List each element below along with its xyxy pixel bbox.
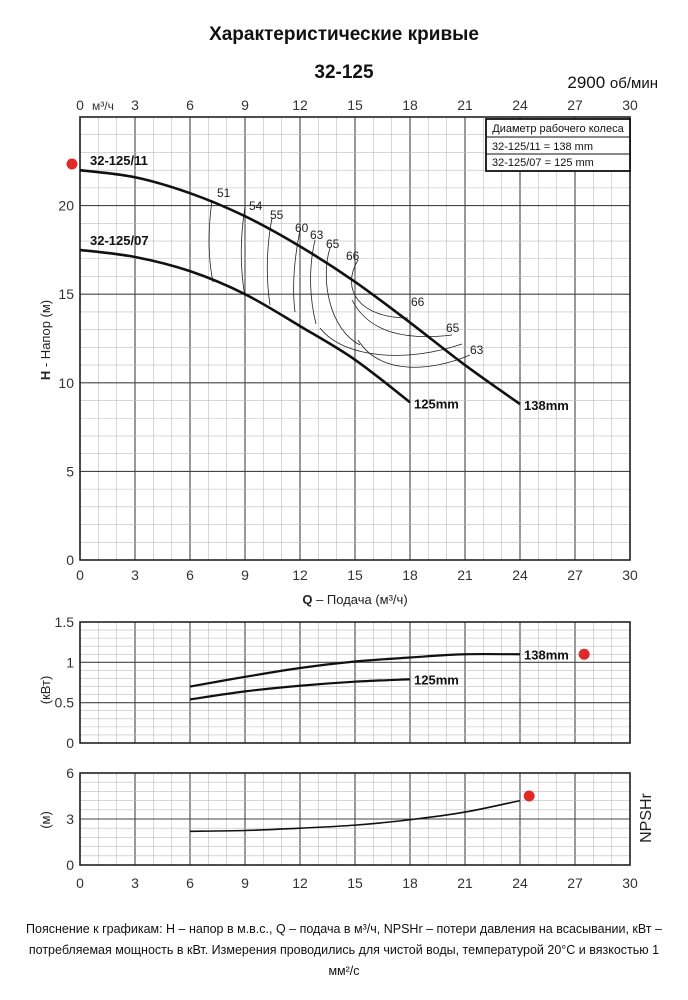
x-axis-title-text: – Подача (м³/ч) [312, 592, 408, 607]
efficiency-label: 63 [310, 228, 324, 242]
npsh-x-tick-label: 27 [567, 875, 583, 891]
npsh-x-tick-label: 24 [512, 875, 528, 891]
head-curve-name-label: 32-125/07 [90, 232, 149, 248]
top-x-tick-label: 24 [512, 97, 528, 113]
npsh-x-tick-label: 15 [347, 875, 363, 891]
npsh-x-tick-label: 30 [622, 875, 638, 891]
speed-value: 2900 [567, 73, 606, 92]
efficiency-contour [352, 300, 452, 337]
y-tick-label: 0.5 [54, 694, 74, 711]
power-y-axis-title: (кВт) [38, 675, 53, 705]
efficiency-label: 66 [346, 249, 360, 263]
y-tick-label: 1.5 [54, 614, 74, 630]
y-tick-label: 0 [66, 857, 74, 873]
x-axis-title [302, 592, 407, 607]
top-x-tick-label: 27 [567, 97, 583, 113]
npsh-x-tick-label: 3 [131, 875, 139, 891]
npsh-right-label: NPSHr [638, 793, 655, 843]
power-curve-label: 125mm [414, 672, 459, 688]
x-tick-label: 21 [457, 567, 473, 583]
efficiency-label: 63 [470, 343, 484, 357]
efficiency-contour [358, 340, 470, 367]
x-tick-label: 0 [76, 567, 84, 583]
y-tick-label: 15 [58, 286, 74, 303]
top-x-tick-label: 6 [186, 97, 194, 113]
x-tick-label: 18 [402, 567, 418, 583]
red-marker-npsh [524, 791, 535, 802]
x-tick-label: 6 [186, 567, 194, 583]
top-x-tick-label: 18 [402, 97, 418, 113]
top-x-tick-label: 12 [292, 97, 308, 113]
footnote: Пояснение к графикам: H – напор в м.в.с., Q – подача в м³/ч, NPSHr – потери давления на всасывании, кВт – потребляемая мощность в кВт. Измерения проводились для чистой воды, температурой 20°С и вязкостью 1 мм²/с [26, 922, 662, 978]
impeller-legend [486, 119, 630, 171]
top-x-tick-label: 21 [457, 97, 473, 113]
top-x-tick-label: 3 [131, 97, 139, 113]
y-tick-label: 0 [66, 735, 74, 751]
legend-row: 32-125/11 = 138 mm [492, 141, 593, 153]
npsh-x-tick-label: 6 [186, 875, 194, 891]
legend-title: Диаметр рабочего колеса [492, 123, 624, 135]
y-axis-title-text: - Напор (м) [38, 299, 53, 371]
head-chart [38, 97, 638, 607]
npsh-x-tick-label: 0 [76, 875, 84, 891]
efficiency-contour [351, 260, 408, 318]
y-axis-title-prefix: H [38, 370, 53, 381]
top-x-tick-label: 9 [241, 97, 249, 113]
speed-unit: об/мин [609, 75, 658, 92]
x-tick-label: 30 [622, 567, 638, 583]
efficiency-label: 65 [326, 237, 340, 251]
y-tick-label: 0 [66, 552, 74, 568]
power-curve-label: 138mm [524, 647, 569, 663]
x-tick-label: 24 [512, 567, 528, 583]
x-tick-label: 12 [292, 567, 308, 583]
y-axis-title [38, 300, 53, 380]
page-title: Характеристические кривые [209, 24, 479, 45]
pump-model-title: 32-125 [314, 62, 374, 83]
y-tick-label: 10 [58, 374, 74, 391]
head-curve-end-label: 125mm [414, 396, 459, 412]
top-x-tick-label: 30 [622, 97, 638, 113]
top-x-tick-label: 15 [347, 97, 363, 113]
npsh-x-tick-label: 18 [402, 875, 418, 891]
efficiency-contour [241, 207, 245, 297]
y-tick-label: 5 [66, 463, 74, 480]
x-tick-label: 27 [567, 567, 583, 583]
efficiency-label: 54 [249, 199, 263, 213]
power-chart [38, 614, 630, 751]
y-tick-label: 20 [58, 197, 74, 214]
y-tick-label: 6 [66, 765, 74, 781]
efficiency-label: 51 [217, 186, 231, 200]
npsh-chart [38, 765, 655, 891]
x-tick-label: 9 [241, 567, 249, 583]
red-marker-power [579, 649, 590, 660]
y-tick-label: 1 [66, 654, 74, 671]
npsh-x-tick-label: 9 [241, 875, 249, 891]
npsh-x-tick-label: 12 [292, 875, 308, 891]
red-marker-head [67, 159, 78, 170]
top-x-unit-label: м³/ч [92, 99, 114, 113]
top-x-tick-label: 0 [76, 97, 84, 113]
head-curve-name-label: 32-125/11 [90, 153, 148, 169]
efficiency-label: 66 [411, 295, 425, 309]
npsh-x-tick-label: 21 [457, 875, 473, 891]
x-tick-label: 15 [347, 567, 363, 583]
efficiency-label: 60 [295, 221, 309, 235]
head-curve-end-label: 138mm [524, 398, 569, 414]
npsh-y-axis-title: (м) [38, 811, 53, 829]
x-tick-label: 3 [131, 567, 139, 583]
y-tick-label: 3 [66, 811, 74, 827]
x-axis-title-prefix: Q [302, 592, 313, 607]
efficiency-label: 55 [270, 208, 284, 222]
legend-row: 32-125/07 = 125 mm [492, 157, 594, 169]
efficiency-label: 65 [446, 321, 460, 335]
